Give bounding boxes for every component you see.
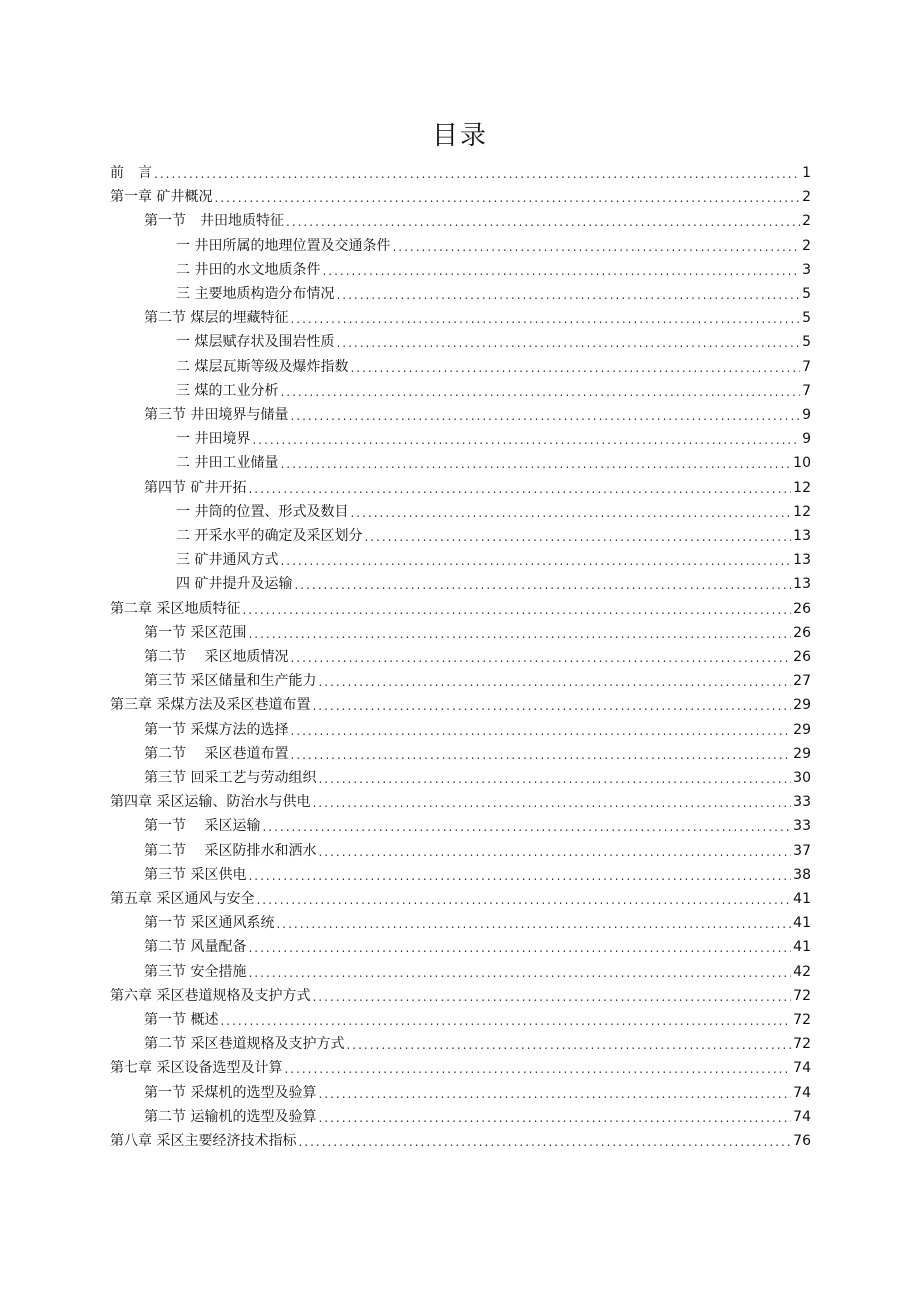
toc-entry-page-number: 72 — [793, 987, 811, 1004]
toc-entry-label: 二 开采水平的确定及采区划分 — [176, 528, 363, 544]
toc-entry[interactable] — [144, 304, 811, 328]
toc-entry[interactable] — [144, 1006, 811, 1030]
toc-entry[interactable] — [144, 909, 811, 933]
toc-entry-page-number: 72 — [793, 1012, 811, 1028]
toc-entry[interactable] — [176, 353, 811, 377]
toc-entry[interactable] — [176, 377, 811, 401]
toc-entry[interactable] — [144, 1030, 811, 1054]
dot-leader — [336, 334, 800, 352]
toc-entry[interactable] — [110, 595, 811, 619]
dot-leader — [350, 504, 791, 522]
dot-leader — [256, 891, 791, 909]
dot-leader — [350, 359, 800, 377]
toc-entry-label: 一 煤层赋存状及围岩性质 — [176, 334, 335, 351]
toc-entry[interactable] — [144, 812, 811, 836]
toc-entry[interactable] — [144, 958, 811, 982]
toc-entry-label: 三 煤的工业分析 — [176, 382, 279, 399]
toc-entry-page-number: 27 — [793, 673, 811, 690]
toc-entry[interactable] — [144, 1103, 811, 1127]
dot-leader — [248, 964, 791, 982]
toc-entry[interactable] — [144, 619, 811, 643]
dot-leader — [248, 939, 791, 957]
toc-entry-label: 第三节 回采工艺与劳动组织 — [144, 770, 317, 786]
toc-entry-page-number: 29 — [793, 697, 811, 714]
toc-entry-label: 四 矿井提升及运输 — [176, 576, 293, 593]
dot-leader — [286, 213, 800, 231]
toc-entry-label: 第三节 采区供电 — [144, 866, 247, 883]
dot-leader — [290, 746, 791, 764]
toc-entry-page-number: 26 — [793, 600, 811, 617]
toc-entry-page-number: 12 — [793, 503, 811, 520]
dot-leader — [312, 697, 791, 715]
toc-entry-label: 第一章 矿井概况 — [110, 189, 213, 206]
toc-entry-label: 第八章 采区主要经济技术指标 — [110, 1133, 297, 1149]
dot-leader — [290, 310, 800, 328]
toc-entry[interactable] — [176, 570, 811, 594]
toc-entry-label: 一 井筒的位置、形式及数目 — [176, 503, 349, 520]
toc-entry[interactable] — [110, 982, 811, 1006]
toc-entry-page-number: 76 — [793, 1133, 811, 1149]
toc-entry-page-number: 12 — [793, 479, 811, 496]
toc-entry-page-number: 13 — [793, 552, 811, 569]
toc-entry[interactable] — [144, 401, 811, 425]
dot-leader — [318, 770, 791, 788]
toc-entry[interactable] — [176, 522, 811, 546]
dot-leader — [298, 1133, 791, 1151]
toc-entry-label: 第三节 采区储量和生产能力 — [144, 673, 317, 690]
dot-leader — [318, 1085, 791, 1103]
dot-leader — [220, 1012, 791, 1030]
toc-entry-page-number: 2 — [802, 213, 811, 230]
dot-leader — [280, 383, 800, 401]
toc-entry-page-number: 2 — [802, 237, 811, 254]
toc-entry[interactable] — [110, 1127, 811, 1151]
toc-entry-page-number: 2 — [802, 189, 811, 206]
toc-entry-page-number: 38 — [793, 866, 811, 883]
toc-entry-page-number: 1 — [802, 165, 811, 181]
toc-entry-page-number: 41 — [793, 915, 811, 932]
dot-leader — [276, 915, 791, 933]
toc-entry[interactable] — [144, 837, 811, 861]
dot-leader — [318, 673, 791, 691]
dot-leader — [280, 455, 791, 473]
toc-entry-label: 第一节 采煤方法的选择 — [144, 721, 289, 738]
toc-entry[interactable] — [110, 159, 811, 183]
toc-entry-page-number: 33 — [793, 794, 811, 811]
dot-leader — [290, 407, 800, 425]
dot-leader — [262, 818, 791, 836]
toc-entry-label: 第七章 采区设备选型及计算 — [110, 1060, 283, 1077]
toc-entry-label: 三 主要地质构造分布情况 — [176, 286, 335, 302]
dot-leader — [280, 552, 791, 570]
toc-entry-label: 三 矿井通风方式 — [176, 552, 279, 569]
toc-entry-page-number: 5 — [802, 286, 811, 302]
toc-entry[interactable] — [110, 183, 811, 207]
toc-entry-label: 第一节 采煤机的选型及验算 — [144, 1084, 317, 1101]
dot-leader — [248, 867, 791, 885]
toc-entry-page-number: 26 — [793, 649, 811, 665]
toc-entry[interactable] — [144, 716, 811, 740]
toc-entry-label: 第二节 采区防排水和洒水 — [144, 842, 317, 859]
toc-entry[interactable] — [110, 788, 811, 812]
toc-entry-page-number: 37 — [793, 842, 811, 859]
toc-entry-page-number: 41 — [793, 891, 811, 907]
toc-entry-label: 第三节 安全措施 — [144, 963, 247, 980]
dot-leader — [346, 1036, 791, 1054]
dot-leader — [318, 843, 791, 861]
toc-entry-page-number: 7 — [802, 382, 811, 399]
toc-entry-label: 第二节 煤层的埋藏特征 — [144, 310, 289, 327]
toc-entry-page-number: 7 — [802, 358, 811, 375]
toc-entry[interactable] — [144, 1079, 811, 1103]
toc-entry-page-number: 42 — [793, 963, 811, 980]
dot-leader — [322, 262, 800, 280]
dot-leader — [312, 988, 791, 1006]
toc-entry-label: 一 井田所属的地理位置及交通条件 — [176, 237, 391, 254]
toc-entry-label: 第二节 采区巷道规格及支护方式 — [144, 1036, 345, 1053]
toc-entry-page-number: 9 — [802, 407, 811, 423]
toc-entry[interactable] — [144, 764, 811, 788]
toc-entry-label: 第二章 采区地质特征 — [110, 600, 241, 617]
toc-entry-page-number: 74 — [793, 1060, 811, 1077]
dot-leader — [364, 528, 791, 546]
toc-entry-page-number: 29 — [793, 745, 811, 762]
toc-entry[interactable] — [176, 256, 811, 280]
toc-entry-label: 第二节 采区巷道布置 — [144, 745, 289, 762]
toc-entry-label: 二 井田工业储量 — [176, 455, 279, 472]
dot-leader — [242, 601, 791, 619]
toc-entry-label: 第四章 采区运输、防治水与供电 — [110, 794, 311, 811]
toc-entry-label: 第三节 井田境界与储量 — [144, 407, 289, 423]
toc-entry-label: 一 井田境界 — [176, 431, 251, 448]
toc-entry-label: 第一节 采区运输 — [144, 818, 261, 835]
toc-entry-label: 第二节 采区地质情况 — [144, 649, 289, 665]
toc-entry[interactable] — [144, 861, 811, 885]
toc-entry-label: 第二节 运输机的选型及验算 — [144, 1108, 317, 1125]
toc-entry-page-number: 33 — [793, 818, 811, 835]
dot-leader — [312, 794, 791, 812]
toc-entry-page-number: 30 — [793, 770, 811, 786]
toc-entry[interactable] — [144, 207, 811, 231]
dot-leader — [294, 576, 791, 594]
toc-entry-page-number: 5 — [802, 334, 811, 351]
toc-entry-label: 第五章 采区通风与安全 — [110, 891, 255, 907]
dot-leader — [392, 238, 800, 256]
toc-entry[interactable] — [144, 667, 811, 691]
toc-entry[interactable] — [176, 425, 811, 449]
toc-entry-page-number: 74 — [793, 1084, 811, 1101]
toc-entry[interactable] — [144, 933, 811, 957]
toc-entry[interactable] — [144, 740, 811, 764]
dot-leader — [318, 1109, 791, 1127]
dot-leader — [248, 625, 791, 643]
dot-leader — [290, 722, 791, 740]
toc-entry-page-number: 13 — [793, 576, 811, 593]
toc-entry-page-number: 72 — [793, 1036, 811, 1053]
toc-entry[interactable] — [176, 280, 811, 304]
toc-entry[interactable] — [144, 643, 811, 667]
toc-entry-page-number: 74 — [793, 1108, 811, 1125]
toc-entry[interactable] — [176, 232, 811, 256]
toc-entry-label: 二 井田的水文地质条件 — [176, 261, 321, 278]
toc-entry-page-number: 13 — [793, 528, 811, 544]
toc-entry-page-number: 5 — [802, 310, 811, 327]
dot-leader — [214, 189, 800, 207]
toc-entry-label: 第一节 概述 — [144, 1012, 219, 1028]
toc-entry-label: 第一节 采区通风系统 — [144, 915, 275, 932]
toc-entry-label: 二 煤层瓦斯等级及爆炸指数 — [176, 358, 349, 375]
toc-entry-label: 第三章 采煤方法及采区巷道布置 — [110, 697, 311, 714]
toc-entry[interactable] — [110, 1054, 811, 1078]
toc-entry[interactable] — [110, 691, 811, 715]
dot-leader — [284, 1060, 791, 1078]
dot-leader — [290, 649, 791, 667]
dot-leader — [252, 431, 800, 449]
toc-entry-label: 第一节 采区范围 — [144, 624, 247, 641]
toc-entry-label: 第一节 井田地质特征 — [144, 213, 284, 230]
toc-entry-label: 第四节 矿井开拓 — [144, 479, 247, 496]
toc-entry[interactable] — [176, 498, 811, 522]
toc-entry-page-number: 41 — [793, 939, 811, 956]
dot-leader — [154, 165, 800, 183]
toc-entry[interactable] — [176, 328, 811, 352]
toc-entry[interactable] — [176, 449, 811, 473]
page-title: 目录 — [431, 121, 488, 151]
toc-entry[interactable] — [110, 885, 811, 909]
toc-entry-label: 前 言 — [110, 165, 152, 181]
toc-entry-page-number: 3 — [802, 261, 811, 278]
dot-leader — [248, 480, 791, 498]
toc-entry-label: 第六章 采区巷道规格及支护方式 — [110, 987, 311, 1004]
toc-entry[interactable] — [176, 546, 811, 570]
dot-leader — [336, 286, 800, 304]
toc-entry-page-number: 29 — [793, 721, 811, 738]
toc-entry-page-number: 26 — [793, 624, 811, 641]
toc-entry-label: 第二节 风量配备 — [144, 939, 247, 956]
toc-entry-page-number: 10 — [793, 455, 811, 472]
toc-entry-page-number: 9 — [802, 431, 811, 448]
toc-entry[interactable] — [144, 474, 811, 498]
